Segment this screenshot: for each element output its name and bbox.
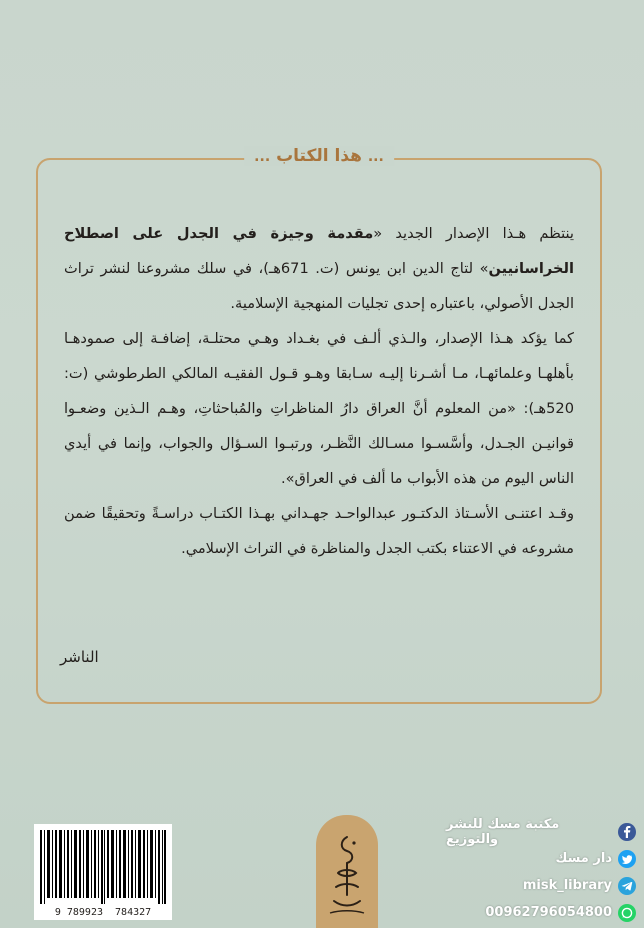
social-whatsapp[interactable] (446, 899, 636, 926)
telegram-icon (618, 877, 636, 895)
barcode-digits: 9 789923 784327 (54, 907, 152, 918)
paragraph-1-pre: ينتظم هـذا الإصدار الجديد « (373, 225, 574, 242)
whatsapp-label: 00962796054800 (485, 905, 612, 920)
misk-logo-icon (316, 815, 378, 928)
social-telegram[interactable] (446, 872, 636, 899)
section-title-text: هذا الكتاب (276, 146, 362, 166)
book-title-bold: مقدمة وجيزة في الجدل على اصطلاح الخراسانيين (64, 225, 574, 277)
twitter-icon (618, 850, 636, 868)
book-description (64, 216, 574, 566)
publisher-label: الناشر (60, 648, 99, 666)
telegram-label: misk_library (522, 878, 612, 893)
title-dots-right: ... (367, 149, 384, 165)
barcode-bars (40, 830, 166, 904)
twitter-label: دار مسك (555, 851, 612, 866)
paragraph-1-post: » لتاج الدين ابن يونس (ت. 671هـ)، في سلك مشروعنا لنشر تراث الجدل الأصولي، باعتباره إحدى تجليات المنهجية الإسلامية. (64, 260, 574, 312)
paragraph-2: كما يؤكد هـذا الإصدار، والـذي ألـف في بغـداد وهـي محتلـة، إضافـة إلى صمودهـا بأهلهـا وعلمائهـا، مـا أشـرنا إليـه سـابقا وهـو قـول الفقيـه المالكي الطرطوشي (ت: 520هـ): «من المعلوم أنَّ العراق دارُ المناظراتِ والمُباحثاتِ، وهـم الـذين وضعـوا قوانيـن الجـدل، وأسَّسـوا مسـالك النَّظـر، ورتبـوا السـؤال والجواب، وإنما في أيدي الناس اليوم من هذه الأبواب ما ألف في العراق». (64, 330, 574, 487)
title-dots-left: ... (254, 149, 271, 165)
about-book-frame (36, 146, 602, 704)
publisher-logo (316, 815, 378, 928)
isbn-barcode (34, 824, 172, 920)
social-facebook[interactable] (446, 818, 636, 845)
facebook-label: مكتبة مسك للنشر والتوزيع (446, 816, 560, 847)
social-links (446, 818, 636, 926)
section-title (244, 146, 394, 166)
whatsapp-icon (618, 904, 636, 922)
paragraph-1 (64, 216, 574, 321)
facebook-icon (618, 823, 636, 841)
social-twitter[interactable] (446, 845, 636, 872)
paragraph-3: وقـد اعتنـى الأسـتاذ الدكتـور عبدالواحـد جهـداني بهـذا الكتـاب دراسـةً وتحقيقًا ضمن مشروعه في الاعتناء بكتب الجدل والمناظرة في التراث الإسلامي. (64, 505, 574, 557)
